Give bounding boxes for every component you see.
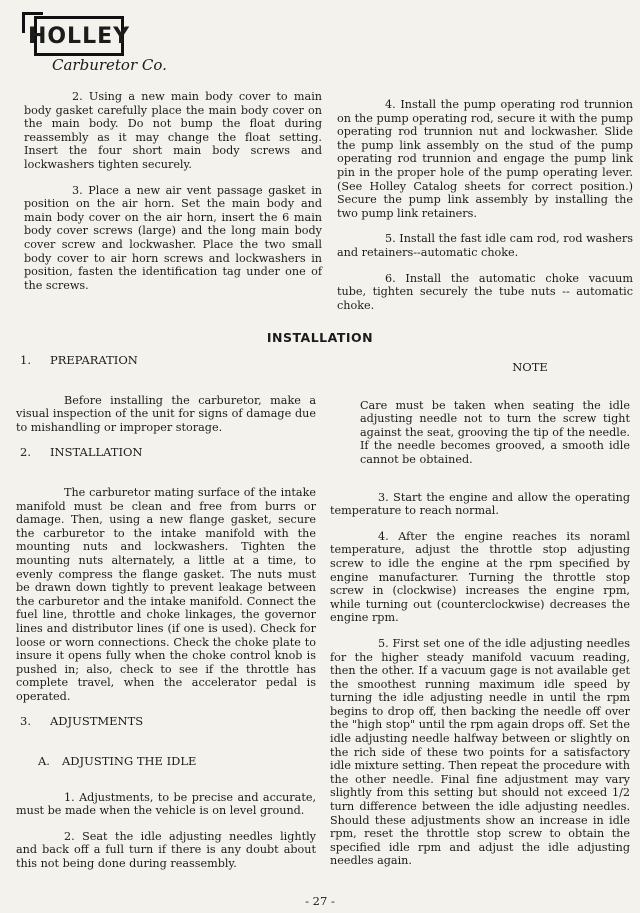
adjust-step-3-paragraph: 3. Start the engine and allow the operating temperature to reach normal. xyxy=(330,490,630,518)
subsection-adjusting-idle xyxy=(38,755,316,769)
section-title: PREPARATION xyxy=(50,353,138,367)
top-left-column xyxy=(24,90,322,304)
page-number: - 27 - xyxy=(305,894,335,908)
section-title: ADJUSTMENTS xyxy=(50,714,144,729)
section-installation xyxy=(20,446,316,460)
section-number: 2. xyxy=(20,445,31,460)
note-title: NOTE xyxy=(512,360,548,374)
section-adjustments xyxy=(20,715,316,729)
step-3-paragraph: 3. Place a new air vent passage gasket in position on the air horn. Set the main body and main body cover on the air horn, insert the 6 main body cover screws (large) and the long main body cover screw and lockwasher. Place the two small body cover to air horn screws and lockwashers in position, fasten the identification tag under one of the screws. xyxy=(24,183,322,292)
top-right-column xyxy=(337,98,633,324)
logo-subtitle: Carburetor Co. xyxy=(52,56,167,74)
adjust-step-4-paragraph: 4. After the engine reaches its noraml temperature, adjust the throttle stop adjusting screw to idle the engine at the rpm specified by engine manufacturer. Turning the throttle stop screw in (clockwise) increases the engine rpm, while turning out (counterclockwise) decreases the engine rpm. xyxy=(330,529,630,625)
note-text: Care must be taken when seating the idle adjusting needle not to turn the screw tight against the seat, grooving the tip of the needle. If the needle becomes grooved, a smooth idle cannot be obtained. xyxy=(360,398,630,466)
step-2-paragraph: 2. Using a new main body cover to main body gasket carefully place the main body cover on the main body. Do not bump the float during reassembly as it may change the float setting. Insert the four short main body screws and lockwashers tighten securely. xyxy=(24,90,322,171)
subsection-title: ADJUSTING THE IDLE xyxy=(62,754,197,769)
subsection-letter: A. xyxy=(38,754,50,769)
installation-paragraph: The carburetor mating surface of the intake manifold must be clean and free from burrs or damage. Then, using a new flange gasket, secure the carburetor to the intake manifold with the mounting nuts and lockwashers. Tighten the mounting nuts alternately, a little at a time, to evenly compress the flange gasket. The nuts must be drawn down tightly to prevent leakage between the carburetor and the intake manifold. Connect the fuel line, throttle and choke linkages, the governor lines and distributor lines (if one is used). Check for loose or worn connections. Check the choke plate to insure it opens fully when the choke control knob is pushed in; also, check to see if the throttle has complete travel, when the accelerator pedal is operated. xyxy=(16,485,316,703)
preparation-paragraph: Before installing the carburetor, make a visual inspection of the unit for signs of damage due to mishandling or improper storage. xyxy=(16,393,316,434)
section-heading: INSTALLATION xyxy=(266,330,374,345)
left-column xyxy=(16,348,316,883)
section-number: 1. xyxy=(20,353,31,367)
step-5-paragraph: 5. Install the fast idle cam rod, rod washers and retainers--automatic choke. xyxy=(337,232,633,259)
logo-brand: HOLLEY xyxy=(34,16,124,56)
holley-logo xyxy=(22,12,172,74)
right-column xyxy=(330,361,630,880)
step-4-paragraph: 4. Install the pump operating rod trunnion on the pump operating rod, secure it with the pump operating rod trunnion nut and lockwasher. Slide the pump link assembly on the stud of the pump operating rod trunnion and engage the pump link pin in the proper hole of the pump operating lever. (See Holley Catalog sheets for correct position.) Secure the pump link assembly by installing the two pump link retainers. xyxy=(337,98,633,220)
section-preparation xyxy=(20,354,316,368)
adjust-step-1-paragraph: 1. Adjustments, to be precise and accurate, must be made when the vehicle is on level ground. xyxy=(16,790,316,818)
section-number: 3. xyxy=(20,714,31,729)
adjust-step-2-paragraph: 2. Seat the idle adjusting needles lightly and back off a full turn if there is any doubt about this not being done during reassembly. xyxy=(16,829,316,871)
section-title: INSTALLATION xyxy=(50,445,143,460)
step-6-paragraph: 6. Install the automatic choke vacuum tube, tighten securely the tube nuts -- automatic choke. xyxy=(337,271,633,312)
adjust-step-5-paragraph: 5. First set one of the idle adjusting needles for the higher steady manifold vacuum reading, then the other. If a vacuum gage is not available get the smoothest running maximum idle speed by turning the idle adjusting needle in until the rpm begins to drop off, then backing the needle off over the "high stop" until the rpm again drops off. Set the idle adjusting needle halfway between or slightly on the rich side of these two points for a satisfactory idle mixture setting. Then repeat the procedure with the other needle. Final fine adjustment may vary slightly from this setting but should not exceed 1/2 turn difference between the idle adjusting needles. Should these adjustments show an increase in idle rpm, reset the throttle stop screw to obtain the specified idle rpm and adjust the idle adjusting needles again. xyxy=(330,636,630,868)
